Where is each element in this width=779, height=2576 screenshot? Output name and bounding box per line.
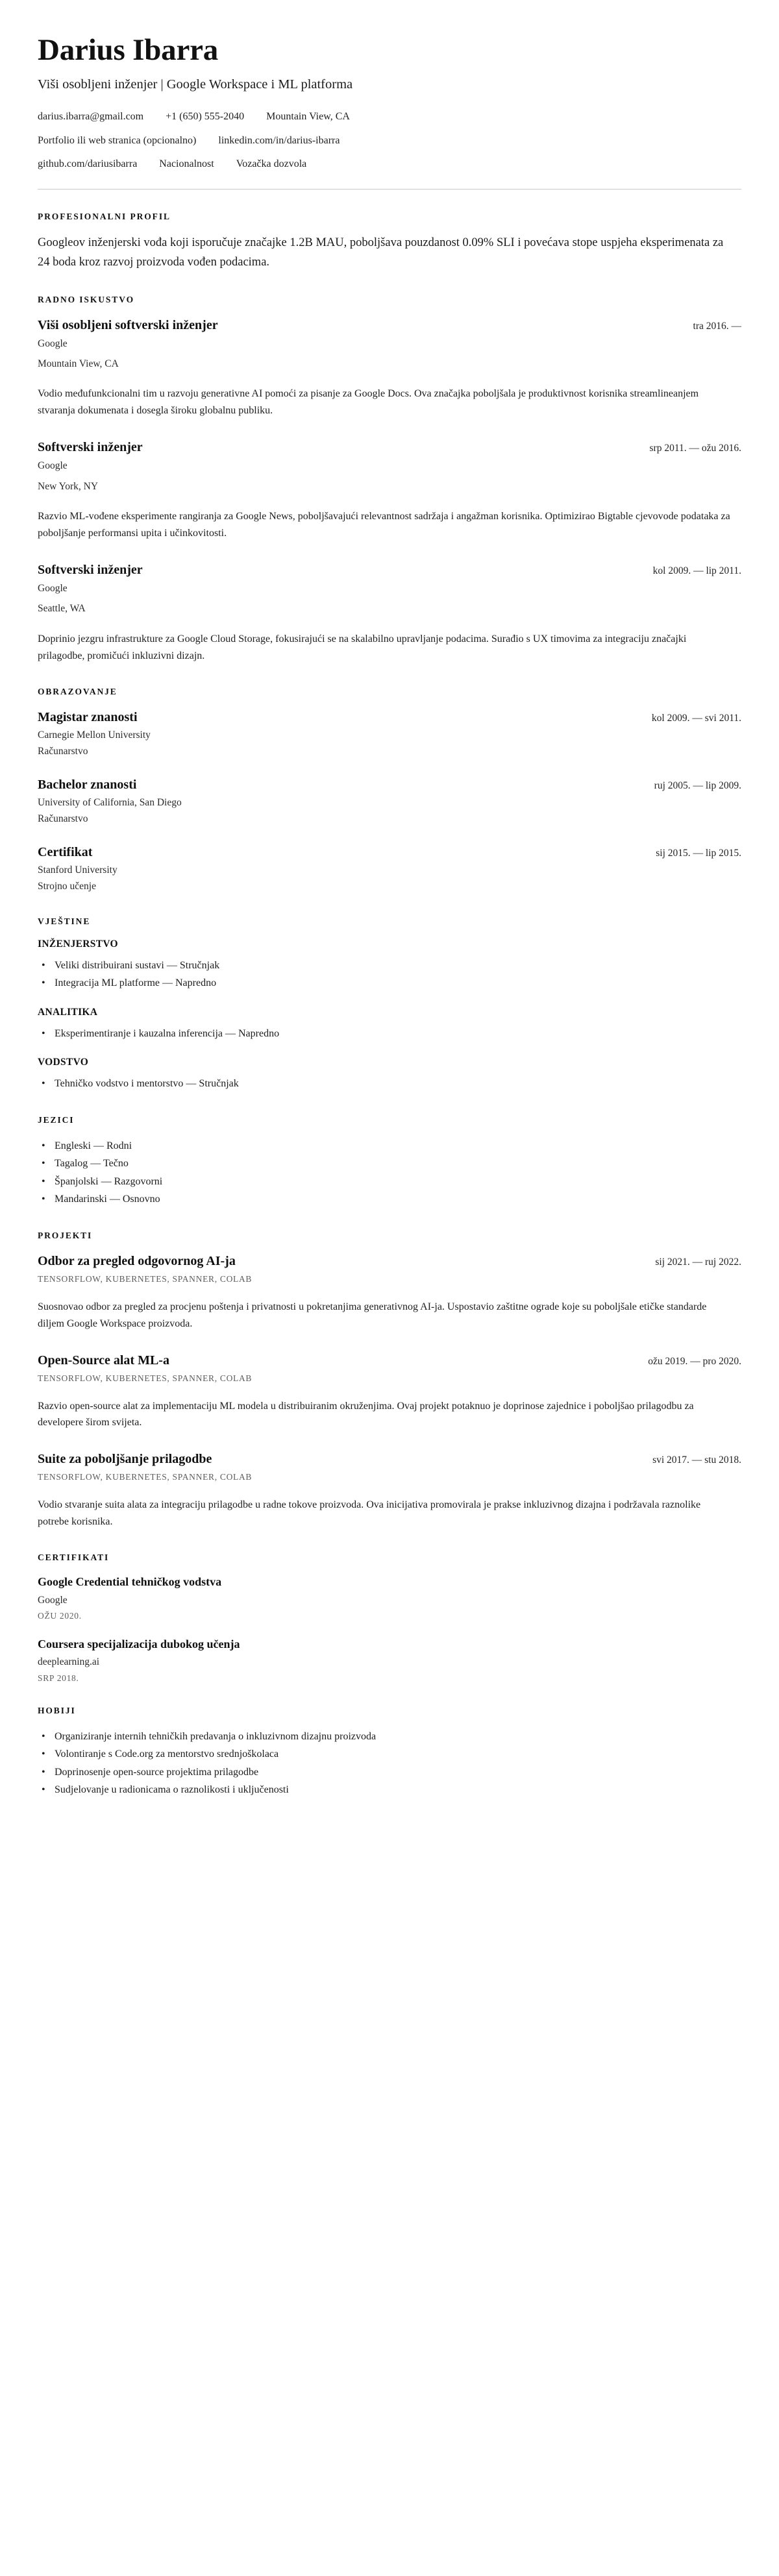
- project-entry: [38, 1451, 741, 1530]
- skill-item: • Tehničko vodstvo i mentorstvo — Stručnjak: [38, 1075, 741, 1093]
- project-title: Open-Source alat ML-a: [38, 1353, 169, 1368]
- school-name: Carnegie Mellon University: [38, 729, 151, 741]
- project-dates: svi 2017. — stu 2018.: [652, 1454, 741, 1466]
- section-title-education: OBRAZOVANJE: [38, 686, 117, 696]
- project-entry: [38, 1253, 741, 1332]
- skill-item: • Integracija ML platforme — Napredno: [38, 974, 741, 992]
- hobby-list: [38, 1728, 741, 1799]
- section-certificates: [38, 1552, 741, 1684]
- project-tech-tags: TENSORFLOW, KUBERNETES, SPANNER, COLAB: [38, 1472, 253, 1482]
- experience-entry-head: [38, 317, 741, 334]
- profile-summary: Googleov inženjerski vođa koji isporučuje značajke 1.2B MAU, poboljšava pouzdanost 0.09% SLI i povećava stope uspjeha eksperimenata za 24 boda kroz razvoj proizvoda vođen podacima.: [38, 236, 724, 269]
- contact-drivers-license: Vozačka dozvola: [236, 158, 307, 170]
- degree-title: Magistar znanosti: [38, 709, 138, 724]
- hobby-item: • Doprinosenje open-source projektima prilagodbe: [38, 1763, 741, 1782]
- language-item: • Španjolski — Razgovorni: [38, 1173, 741, 1191]
- certificate-date: OŽU 2020.: [38, 1610, 82, 1621]
- candidate-name: Darius Ibarra: [38, 33, 219, 67]
- project-entry: [38, 1352, 741, 1432]
- contact-location: Mountain View, CA: [266, 111, 350, 123]
- job-description: Doprinio jezgru infrastrukture za Google Cloud Storage, fokusirajući se na skalabilno upravljanje podacima. Surađio s UX timovima za integraciju značajki prilagodbe, promičući inkluzivni dizajn.: [38, 633, 687, 661]
- project-description: Vodio stvaranje suita alata za integraciju prilagodbe u radne tokove proizvoda. Ova inicijativa promovirala je prakse inkluzivnog dizajna i podržavala raznolike potrebe korisnika.: [38, 1499, 701, 1528]
- project-title: Suite za poboljšanje prilagodbe: [38, 1452, 212, 1467]
- degree-dates: sij 2015. — lip 2015.: [656, 847, 741, 859]
- section-title-languages: JEZICI: [38, 1114, 75, 1125]
- degree-title: Certifikat: [38, 844, 93, 859]
- contact-portfolio[interactable]: Portfolio ili web stranica (opcionalno): [38, 134, 197, 146]
- resume-header: [38, 34, 741, 190]
- field-of-study: Računarstvo: [38, 746, 88, 757]
- section-title-experience: RADNO ISKUSTVO: [38, 294, 134, 304]
- project-title: Odbor za pregled odgovornog AI-ja: [38, 1253, 236, 1268]
- section-profile: [38, 212, 741, 273]
- school-name: Stanford University: [38, 864, 117, 876]
- skill-list: [38, 1075, 741, 1093]
- contact-row-1: [38, 110, 741, 124]
- certificate-date: SRP 2018.: [38, 1673, 79, 1683]
- field-of-study: Strojno učenje: [38, 881, 96, 892]
- job-title: Softverski inženjer: [38, 563, 143, 577]
- field-of-study: Računarstvo: [38, 813, 88, 825]
- experience-entry-head: [38, 561, 741, 578]
- education-entry-head: [38, 709, 741, 726]
- hobby-item: • Sudjelovanje u radionicama o raznolikosti i uključenosti: [38, 1781, 741, 1799]
- section-title-certificates: CERTIFIKATI: [38, 1552, 110, 1563]
- hobby-item: • Volontiranje s Code.org za mentorstvo srednjoškolaca: [38, 1745, 741, 1763]
- education-entry: [38, 776, 741, 827]
- skill-item: • Eksperimentiranje i kauzalna inferencija — Napredno: [38, 1025, 741, 1043]
- degree-dates: kol 2009. — svi 2011.: [651, 712, 741, 724]
- skill-group-engineering: [38, 938, 741, 992]
- project-description: Suosnovao odbor za pregled za procjenu poštenja i privatnosti u pokretanjima generativnog AI-ja. Uspostavio zaštitne ograde koje su poboljšale etičke standarde diljem Google Workspace proizvoda.: [38, 1301, 707, 1329]
- job-title: Viši osobljeni softverski inženjer: [38, 317, 218, 332]
- section-title-skills: VJEŠTINE: [38, 916, 91, 926]
- section-hobbies: [38, 1706, 741, 1799]
- section-title-projects: PROJEKTI: [38, 1230, 93, 1240]
- certificate-title: Coursera specijalizacija dubokog učenja: [38, 1637, 240, 1650]
- contact-github[interactable]: github.com/dariusibarra: [38, 158, 138, 170]
- school-name: University of California, San Diego: [38, 796, 182, 808]
- skill-item: • Veliki distribuirani sustavi — Stručnjak: [38, 957, 741, 975]
- job-company: Google: [38, 337, 68, 349]
- education-entry: [38, 844, 741, 894]
- section-languages: [38, 1115, 741, 1208]
- language-item: • Engleski — Rodni: [38, 1137, 741, 1155]
- certificate-issuer: Google: [38, 1594, 68, 1606]
- section-experience: [38, 295, 741, 665]
- skill-list: [38, 1025, 741, 1043]
- project-entry-head: [38, 1253, 741, 1270]
- job-location: Mountain View, CA: [38, 358, 119, 369]
- language-item: • Mandarinski — Osnovno: [38, 1190, 741, 1208]
- job-location: New York, NY: [38, 480, 99, 492]
- education-entry-head: [38, 776, 741, 793]
- hobby-item: • Organiziranje internih tehničkih predavanja o inkluzivnom dizajnu proizvoda: [38, 1728, 741, 1746]
- header-divider: [38, 189, 741, 190]
- skill-group-leadership: [38, 1057, 741, 1093]
- language-item: • Tagalog — Tečno: [38, 1155, 741, 1173]
- contact-nationality: Nacionalnost: [159, 158, 214, 170]
- project-dates: ožu 2019. — pro 2020.: [648, 1355, 741, 1367]
- section-skills: [38, 916, 741, 1093]
- education-entry-head: [38, 844, 741, 861]
- section-education: [38, 687, 741, 894]
- experience-entry-head: [38, 439, 741, 456]
- skill-group-title: ANALITIKA: [38, 1006, 98, 1018]
- project-entry-head: [38, 1451, 741, 1467]
- certificate-entry: [38, 1637, 741, 1684]
- project-entry-head: [38, 1352, 741, 1369]
- project-dates: sij 2021. — ruj 2022.: [655, 1256, 741, 1268]
- certificate-entry: [38, 1575, 741, 1621]
- skill-list: [38, 957, 741, 992]
- experience-entry: [38, 317, 741, 420]
- skill-group-analytics: [38, 1007, 741, 1043]
- job-dates: tra 2016. —: [693, 320, 741, 332]
- experience-entry: [38, 561, 741, 665]
- section-projects: [38, 1231, 741, 1530]
- job-dates: kol 2009. — lip 2011.: [652, 565, 741, 576]
- job-description: Vodio međufunkcionalni tim u razvoju generativne AI pomoći za pisanje za Google Docs. Ova značajka poboljšala je produktivnost korisnika streamlineanjem stvaranja dokumenata i dosegla široku globalnu publiku.: [38, 388, 699, 417]
- contact-linkedin[interactable]: linkedin.com/in/darius-ibarra: [218, 134, 340, 146]
- project-tech-tags: TENSORFLOW, KUBERNETES, SPANNER, COLAB: [38, 1273, 253, 1284]
- experience-entry: [38, 439, 741, 542]
- certificate-issuer: deeplearning.ai: [38, 1656, 100, 1668]
- degree-title: Bachelor znanosti: [38, 777, 137, 792]
- project-description: Razvio open-source alat za implementaciju ML modela u distribuiranim okruženjima. Ovaj projekt potaknuo je doprinose zajednice i poboljšao prilagodbu za developere širom svijeta.: [38, 1400, 694, 1429]
- job-dates: srp 2011. — ožu 2016.: [649, 443, 741, 454]
- job-title: Softverski inženjer: [38, 440, 143, 455]
- language-list: [38, 1137, 741, 1208]
- candidate-headline: Viši osobljeni inženjer | Google Workspace i ML platforma: [38, 77, 353, 92]
- contact-row-2: [38, 134, 741, 148]
- skill-group-title: VODSTVO: [38, 1057, 89, 1068]
- job-company: Google: [38, 460, 68, 472]
- skill-group-title: INŽENJERSTVO: [38, 938, 118, 950]
- contact-email[interactable]: darius.ibarra@gmail.com: [38, 111, 144, 123]
- contact-row-3: [38, 157, 741, 171]
- project-tech-tags: TENSORFLOW, KUBERNETES, SPANNER, COLAB: [38, 1373, 253, 1383]
- section-title-hobbies: HOBIJI: [38, 1705, 76, 1715]
- job-location: Seattle, WA: [38, 603, 86, 615]
- degree-dates: ruj 2005. — lip 2009.: [654, 779, 741, 791]
- job-description: Razvio ML-vođene eksperimente rangiranja za Google News, poboljšavajući relevantnost sadržaja i angažman korisnika. Optimizirao Bigtable cjevovode podataka za poboljšanje performansi upita i učinkovitosti.: [38, 511, 730, 539]
- education-entry: [38, 709, 741, 759]
- section-title-profile: PROFESIONALNI PROFIL: [38, 211, 171, 221]
- certificate-title: Google Credential tehničkog vodstva: [38, 1575, 222, 1589]
- job-company: Google: [38, 583, 68, 594]
- contact-phone[interactable]: +1 (650) 555-2040: [166, 111, 245, 123]
